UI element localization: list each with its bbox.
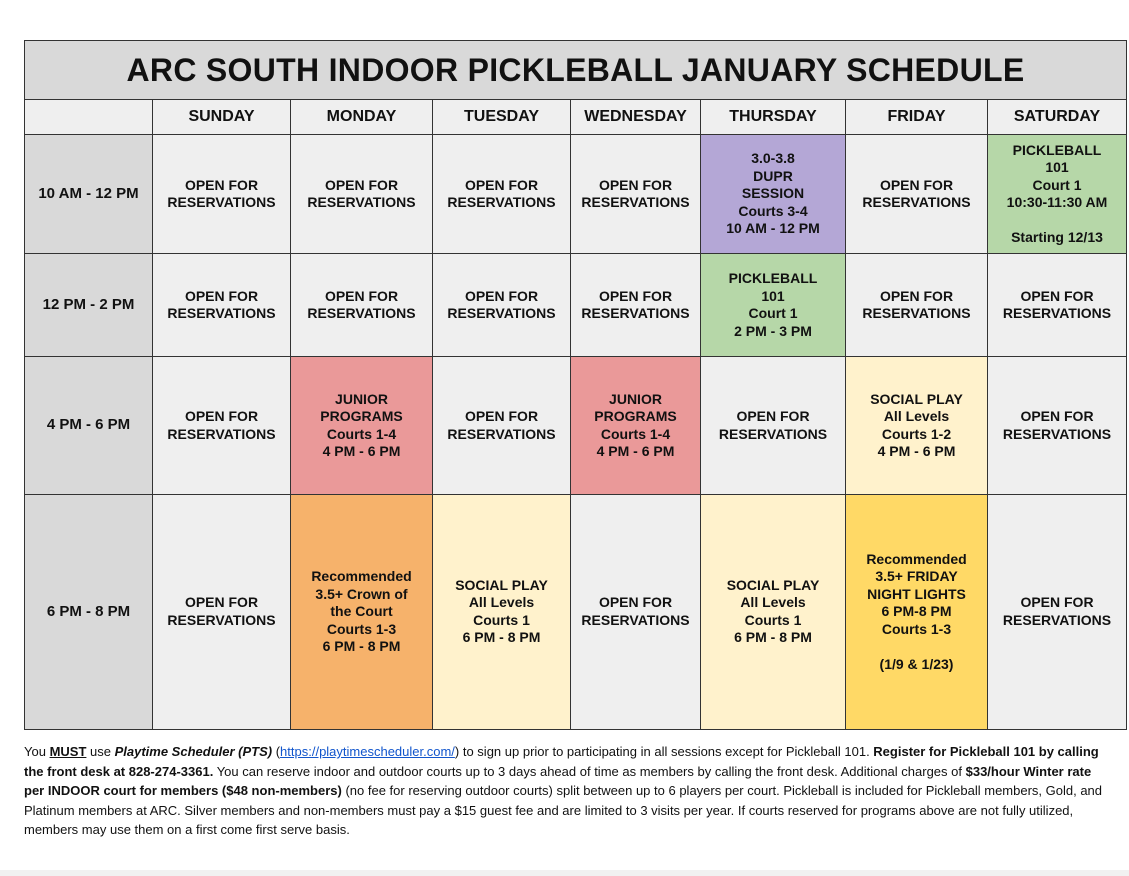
schedule-cell (701, 494, 846, 729)
cell-text: Courts 1-4 (600, 425, 671, 442)
cell-text: Courts 3-4 (738, 202, 808, 219)
schedule-cell (433, 494, 571, 729)
footer-text: You can reserve indoor and outdoor courts up to 3 days ahead of time as members by calling the front desk. Additional charges of (213, 763, 966, 779)
cell-text: RESERVATIONS (307, 194, 416, 211)
cell-text: 6 PM - 8 PM (734, 629, 812, 646)
title-row (25, 41, 1127, 100)
cell-text: RESERVATIONS (1002, 305, 1112, 322)
cell-text: OPEN FOR (1020, 287, 1094, 304)
cell-text: RESERVATIONS (581, 305, 690, 322)
cell-text: Courts 1-2 (881, 425, 952, 442)
cell-text: Recommended (866, 550, 967, 567)
cell-text: SOCIAL PLAY (455, 576, 548, 593)
schedule-cell (153, 357, 291, 495)
cell-text: OPEN FOR (879, 287, 954, 304)
cell-text: RESERVATIONS (167, 194, 276, 211)
cell-text: 3.5+ FRIDAY (875, 568, 958, 585)
cell-text: RESERVATIONS (581, 194, 690, 211)
cell-text: OPEN FOR (879, 176, 954, 193)
day-header-row (25, 100, 1127, 135)
cell-text: OPEN FOR (324, 176, 399, 193)
footer-text: ) to sign up prior to participating in all sessions except for Pickleball 101. (454, 744, 874, 759)
cell-text: RESERVATIONS (447, 305, 556, 322)
cell-text: OPEN FOR (184, 594, 259, 611)
schedule-cell (433, 357, 571, 495)
cell-text: OPEN FOR (598, 176, 673, 193)
schedule-cell (846, 253, 988, 356)
cell-text: 101 (1045, 159, 1069, 176)
cell-text: RESERVATIONS (862, 194, 971, 211)
cell-text: JUNIOR (609, 390, 662, 407)
cell-text: All Levels (883, 408, 950, 425)
cell-text: SOCIAL PLAY (870, 390, 963, 407)
cell-text: RESERVATIONS (447, 425, 556, 442)
schedule-cell (571, 135, 701, 254)
footer-rate: $33/hour Winter rate per INDOOR court for members ($48 non-members) (24, 763, 1092, 798)
cell-text: OPEN FOR (464, 287, 539, 304)
cell-text: 10 AM - 12 PM (726, 220, 820, 237)
time-slot-label: 6 PM - 8 PM (25, 494, 153, 729)
cell-text: 4 PM - 6 PM (322, 443, 401, 460)
schedule-cell (291, 135, 433, 254)
cell-text: Courts 1-3 (326, 620, 397, 637)
cell-text: 6 PM - 8 PM (322, 638, 401, 655)
time-slot-row (25, 253, 1127, 356)
cell-text: 3.0-3.8 (751, 150, 795, 167)
cell-text: OPEN FOR (184, 176, 259, 193)
cell-text: 6 PM-8 PM (881, 603, 952, 620)
bottom-bar (0, 870, 1129, 876)
footer-pts: Playtime Scheduler (PTS) (114, 744, 273, 759)
cell-text: 3.5+ Crown of (315, 585, 408, 602)
time-slot-label: 12 PM - 2 PM (25, 253, 153, 356)
schedule-cell (988, 135, 1127, 254)
footer-text: use (86, 744, 115, 759)
cell-text: RESERVATIONS (167, 305, 276, 322)
cell-text: RESERVATIONS (307, 305, 416, 322)
cell-text: 101 (761, 287, 785, 304)
schedule-cell (433, 135, 571, 254)
time-slot-label: 10 AM - 12 PM (25, 135, 153, 254)
cell-text: RESERVATIONS (718, 425, 828, 442)
cell-text: Court 1 (748, 305, 798, 322)
cell-text: OPEN FOR (184, 287, 259, 304)
day-header: THURSDAY (701, 100, 846, 135)
playtime-scheduler-link[interactable]: https://playtimescheduler.com/ (280, 744, 455, 759)
cell-text: OPEN FOR (1020, 408, 1094, 425)
schedule-cell (846, 357, 988, 495)
footer-text: (no fee for reserving outdoor courts) split between up to 6 players per court. Pickleball is included for Pickleball members, Gold, and Platinum members at ARC. Silver members and non-members must pay a $15 guest fee and are limited to 3 visits per year. If courts reserved for programs above are not fully utilized, members may use them on a first come first serve basis. (24, 783, 1103, 837)
day-header: TUESDAY (433, 100, 571, 135)
cell-text: 6 PM - 8 PM (462, 629, 541, 646)
corner-cell (25, 100, 153, 135)
cell-text: SESSION (741, 185, 805, 202)
cell-text: the Court (330, 603, 393, 620)
schedule-cell (571, 494, 701, 729)
schedule-cell (153, 253, 291, 356)
cell-text: Courts 1 (744, 611, 802, 628)
schedule-table (24, 40, 1127, 730)
schedule-cell (153, 135, 291, 254)
cell-text: 4 PM - 6 PM (596, 443, 675, 460)
footer-text: ( (272, 744, 281, 759)
footer-text: You (24, 744, 50, 759)
time-slot-row (25, 357, 1127, 495)
schedule-cell (846, 135, 988, 254)
cell-text: OPEN FOR (464, 408, 539, 425)
cell-text: RESERVATIONS (581, 611, 690, 628)
cell-text: OPEN FOR (598, 287, 673, 304)
day-header: FRIDAY (846, 100, 988, 135)
cell-text: RESERVATIONS (167, 611, 276, 628)
cell-text: Starting 12/13 (1011, 229, 1103, 246)
schedule-cell (988, 357, 1127, 495)
cell-text: NIGHT LIGHTS (867, 585, 966, 602)
cell-text: 2 PM - 3 PM (734, 322, 812, 339)
schedule-cell (433, 253, 571, 356)
footer-register: Register for Pickleball 101 by calling the front desk at 828-274-3361. (24, 744, 1099, 779)
cell-text: PROGRAMS (594, 408, 677, 425)
schedule-cell (153, 494, 291, 729)
cell-text: Courts 1 (473, 611, 530, 628)
cell-text: OPEN FOR (598, 594, 673, 611)
cell-text: JUNIOR (335, 390, 388, 407)
cell-text: Recommended (311, 568, 412, 585)
cell-text: Courts 1-3 (881, 620, 952, 637)
cell-text: 4 PM - 6 PM (877, 443, 956, 460)
schedule-cell (988, 253, 1127, 356)
cell-text (848, 638, 985, 656)
cell-text: PICKLEBALL (728, 270, 818, 287)
cell-text: OPEN FOR (1020, 594, 1094, 611)
time-slot-row (25, 135, 1127, 254)
cell-text: Courts 1-4 (326, 425, 397, 442)
cell-text: Court 1 (1032, 176, 1082, 193)
cell-text: OPEN FOR (464, 176, 539, 193)
schedule-cell (571, 357, 701, 495)
cell-text: 10:30-11:30 AM (1006, 194, 1108, 211)
time-slot-row (25, 494, 1127, 729)
cell-text: All Levels (740, 594, 806, 611)
schedule-cell (291, 357, 433, 495)
cell-text: OPEN FOR (736, 408, 810, 425)
schedule-cell (571, 253, 701, 356)
schedule-cell (846, 494, 988, 729)
day-header: WEDNESDAY (571, 100, 701, 135)
footer-must: MUST (49, 744, 87, 759)
cell-text: (1/9 & 1/23) (879, 655, 954, 672)
time-slot-label: 4 PM - 6 PM (25, 357, 153, 495)
cell-text: RESERVATIONS (862, 305, 971, 322)
cell-text: RESERVATIONS (167, 425, 276, 442)
schedule-cell (291, 494, 433, 729)
cell-text: OPEN FOR (184, 408, 259, 425)
day-header: SATURDAY (988, 100, 1127, 135)
cell-text: RESERVATIONS (447, 194, 556, 211)
cell-text: RESERVATIONS (1002, 611, 1112, 628)
cell-text (990, 212, 1124, 230)
schedule-cell (291, 253, 433, 356)
schedule-cell (701, 357, 846, 495)
cell-text: PROGRAMS (320, 408, 403, 425)
cell-text: DUPR (753, 167, 793, 184)
cell-text: SOCIAL PLAY (726, 576, 820, 593)
day-header: SUNDAY (153, 100, 291, 135)
footer-notes (24, 742, 1114, 840)
cell-text: RESERVATIONS (1002, 425, 1112, 442)
schedule-title: ARC SOUTH INDOOR PICKLEBALL JANUARY SCHEDULE (25, 41, 1127, 100)
cell-text: All Levels (468, 594, 535, 611)
cell-text: PICKLEBALL (1012, 141, 1102, 158)
day-header: MONDAY (291, 100, 433, 135)
cell-text: OPEN FOR (324, 287, 399, 304)
schedule-cell (701, 253, 846, 356)
schedule-cell (988, 494, 1127, 729)
schedule-cell (701, 135, 846, 254)
